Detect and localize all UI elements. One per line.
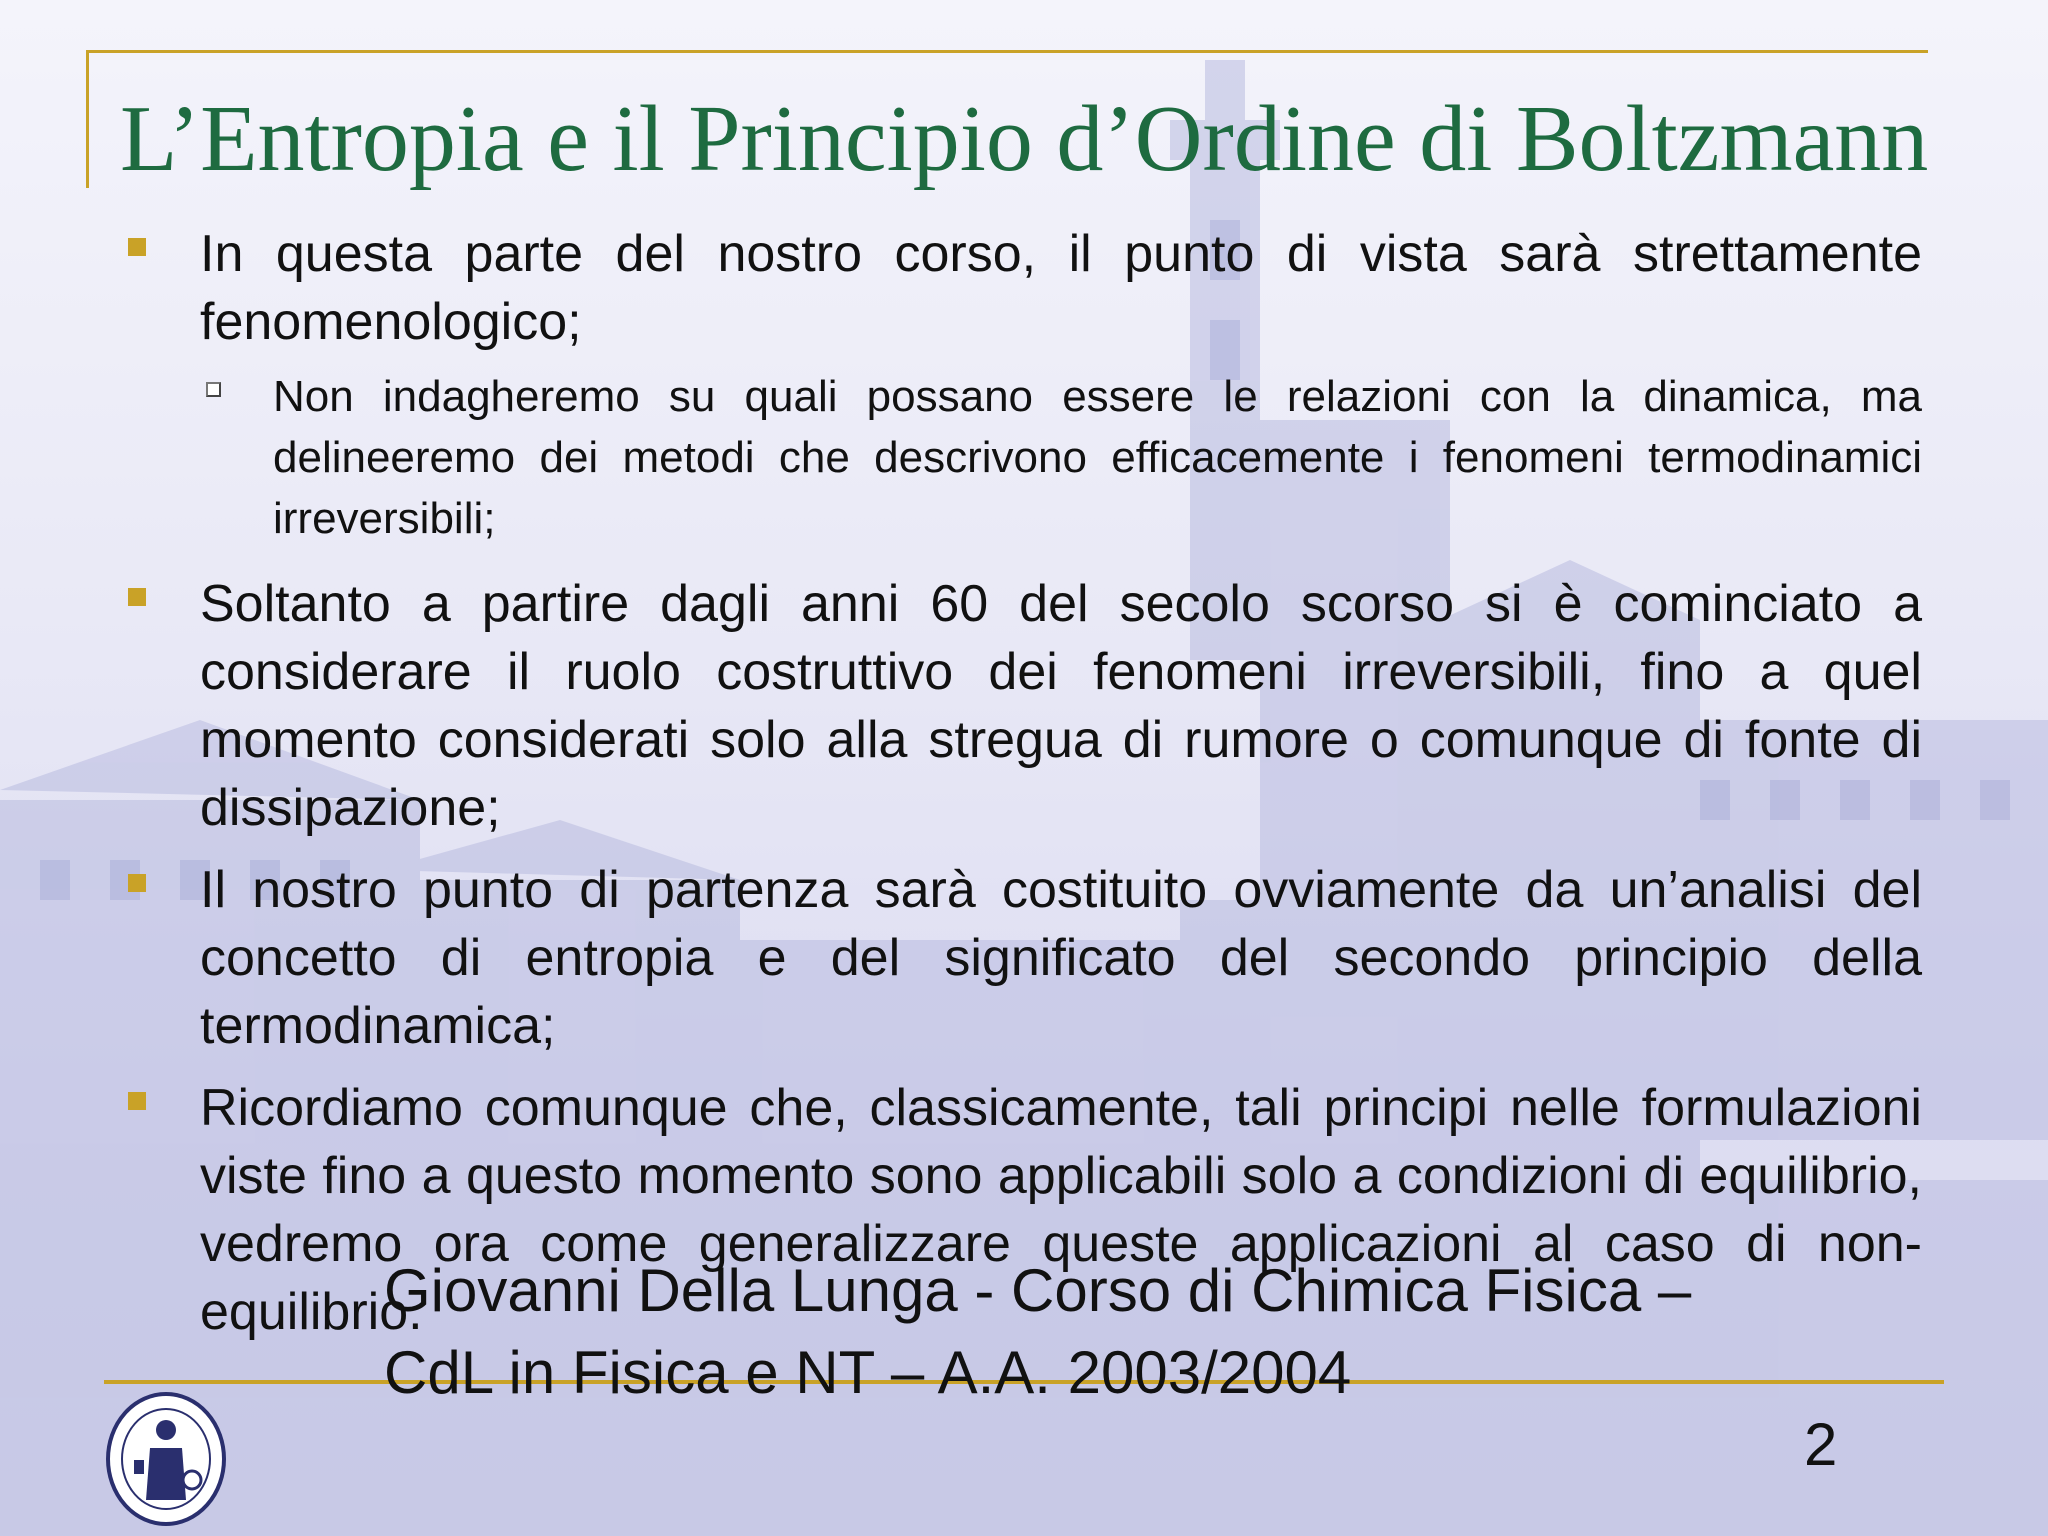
hollow-square-bullet-icon	[206, 382, 221, 397]
page-number: 2	[1804, 1411, 1838, 1478]
square-bullet-icon	[128, 1092, 146, 1110]
title-frame-left	[86, 50, 89, 188]
footer-text: Giovanni Della Lunga - Corso di Chimica Fisica – CdL in Fisica e NT – A.A. 2003/2004	[384, 1257, 1692, 1406]
title-frame-top	[86, 50, 1928, 53]
university-seal-icon	[104, 1390, 228, 1528]
bullet-2: Soltanto a partire dagli anni 60 del secolo scorso si è cominciato a considerare il ruolo costruttivo dei fenomeni irreversibili, fino a quel momento considerati solo alla stregua di rumore o comunque di fonte di dissipazione;	[200, 575, 1922, 837]
slide-title: L’Entropia e il Principio d’Ordine di Boltzmann	[120, 87, 1929, 191]
bullet-3: Il nostro punto di partenza sarà costituito ovviamente da un’analisi del concetto di entropia e del significato del secondo principio della termodinamica;	[200, 861, 1922, 1055]
subbullet-1: Non indagheremo su quali possano essere le relazioni con la dinamica, ma delineeremo dei metodi che descrivono efficacemente i fenomeni termodinamici irreversibili;	[273, 372, 1922, 543]
bullet-1: In questa parte del nostro corso, il punto di vista sarà strettamente fenomenologico;	[200, 225, 1922, 351]
square-bullet-icon	[128, 238, 146, 256]
bullet-4: Ricordiamo comunque che, classicamente, tali principi nelle formulazioni viste fino a questo momento sono applicabili solo a condizioni di equilibrio, vedremo ora come generalizzare queste applicazioni al caso di non-equilibrio.	[200, 1079, 1922, 1341]
square-bullet-icon	[128, 874, 146, 892]
square-bullet-icon	[128, 588, 146, 606]
